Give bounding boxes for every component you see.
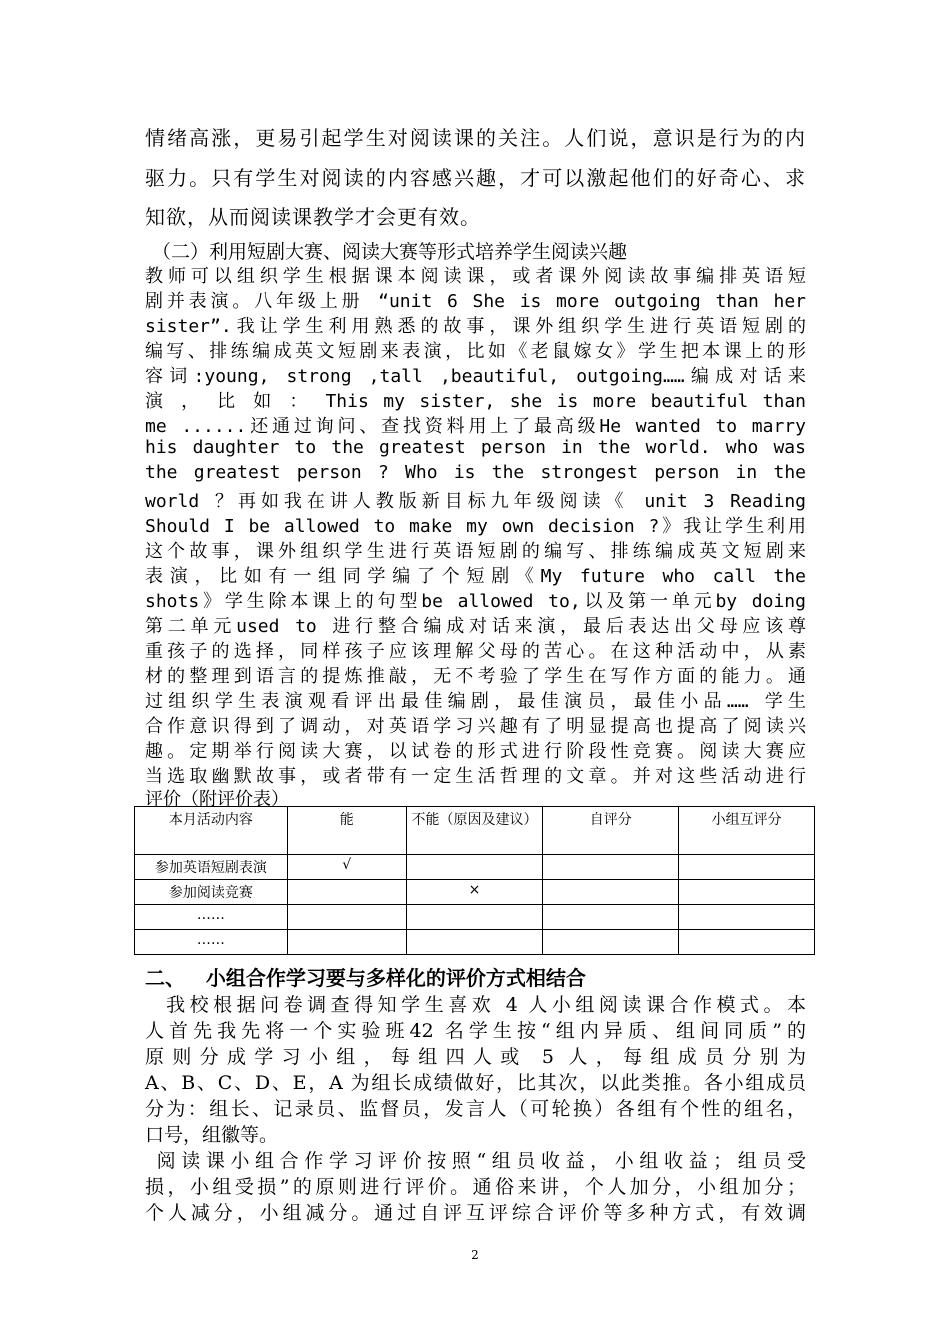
table-cell <box>287 930 406 955</box>
table-cell: 参加阅读竞赛 <box>135 880 288 905</box>
main-heading: 二、 小组合作学习要与多样化的评价方式相结合 <box>145 966 586 990</box>
column-header: 小组互评分 <box>679 807 815 855</box>
intro-line: 驱力。只有学生对阅读的内容感兴趣，才可以激起他们的好奇心、求 <box>145 166 806 190</box>
table-cell <box>679 880 815 905</box>
paragraph-line: 容词:young, strong ,tall ,beautiful, outgoing……编成对话来 <box>145 366 806 387</box>
paragraph-line: the greatest person ? Who is the strongest person in the <box>145 462 806 483</box>
table-cell <box>406 855 543 880</box>
evaluation-table <box>134 806 815 955</box>
table-row <box>135 880 815 905</box>
table-cell <box>679 855 815 880</box>
paragraph-line: me ......还通过询问、查找资料用上了最高级He wanted to marry <box>145 416 806 437</box>
paragraph-line: 分为：组长、记录员、监督员，发言人（可轮换）各组有个性的组名， <box>145 1098 806 1120</box>
paragraph-line: 演 ， 比 如 ： This my sister, she is more beautiful than <box>145 391 806 412</box>
paragraph-line: 个人减分，小组减分。通过自评互评综合评价等多种方式，有效调 <box>145 1202 806 1224</box>
paragraph-line: 阅读课小组合作学习评价按照“组员收益，小组收益；组员受 <box>145 1150 806 1172</box>
paragraph-line: Should I be allowed to make my own decision ?》我让学生利用 <box>145 516 806 537</box>
paragraph-line: 表演，比如有一组同学编了个短剧《My future who call the <box>145 566 806 587</box>
paragraph-line: 教师可以组织学生根据课本阅读课，或者课外阅读故事编排英语短 <box>145 266 806 287</box>
paragraph-line: A、B、C、D、E，A 为组长成绩做好，比其次，以此类推。各小组成员 <box>145 1072 806 1094</box>
column-header: 自评分 <box>543 807 679 855</box>
table-row <box>135 855 815 880</box>
page-number: 2 <box>471 1248 479 1262</box>
paragraph-line: 这个故事，课外组织学生进行英语短剧的编写、排练编成英文短剧来 <box>145 541 806 562</box>
table-cell <box>543 930 679 955</box>
paragraph-line: 损，小组受损”的原则进行评价。通俗来讲，个人加分，小组加分； <box>145 1176 806 1198</box>
table-row <box>135 930 815 955</box>
paragraph-line: his daughter to the greatest person in the world. who was <box>145 437 806 458</box>
table-cell: …… <box>135 905 288 930</box>
intro-line: 知欲，从而阅读课教学才会更有效。 <box>145 205 481 229</box>
paragraph-line: shots》学生除本课上的句型be allowed to,以及第一单元by doing <box>145 591 806 612</box>
table-cell <box>543 855 679 880</box>
paragraph-line: 合作意识得到了调动，对英语学习兴趣有了明显提高也提高了阅读兴 <box>145 716 806 737</box>
paragraph-line: 我校根据问卷调查得知学生喜欢 4 人小组阅读课合作模式。本 <box>145 994 806 1016</box>
intro-line: 情绪高涨，更易引起学生对阅读课的关注。人们说，意识是行为的内 <box>145 126 806 150</box>
paragraph-line: 第二单元used to 进行整合编成对话来演，最后表达出父母应该尊 <box>145 616 806 637</box>
paragraph-line: 重孩子的选择，同样孩子应该理解父母的苦心。在这种活动中，从素 <box>145 641 806 662</box>
table-cell <box>543 905 679 930</box>
paragraph-line: 材的整理到语言的提炼推敲，无不考验了学生在写作方面的能力。通 <box>145 666 806 687</box>
column-header: 不能（原因及建议） <box>406 807 543 855</box>
paragraph-line: 口号，组徽等。 <box>145 1124 279 1146</box>
table-header-row <box>135 807 815 855</box>
table-cell: 参加英语短剧表演 <box>135 855 288 880</box>
paragraph-line: sister”.我让学生利用熟悉的故事，课外组织学生进行英语短剧的 <box>145 316 806 337</box>
paragraph-line: 当选取幽默故事，或者带有一定生活哲理的文章。并对这些活动进行 <box>145 766 806 787</box>
paragraph-line: 评价（附评价表） <box>145 789 289 810</box>
paragraph-line: 剧并表演。八年级上册 “unit 6 She is more outgoing than her <box>145 291 806 312</box>
table-cell: × <box>406 880 543 905</box>
paragraph-line: 原则分成学习小组，每组四人或 5 人，每组成员分别为 <box>145 1046 806 1068</box>
table-cell: √ <box>287 855 406 880</box>
table-row <box>135 905 815 930</box>
section-heading: （二）利用短剧大赛、阅读大赛等形式培养学生阅读兴趣 <box>152 241 628 263</box>
paragraph-line: 人首先我先将一个实验班42 名学生按“组内异质、组间同质”的 <box>145 1020 806 1042</box>
paragraph-line: 趣。定期举行阅读大赛，以试卷的形式进行阶段性竞赛。阅读大赛应 <box>145 741 806 762</box>
table-cell <box>406 930 543 955</box>
column-header: 本月活动内容 <box>135 807 288 855</box>
table-cell <box>679 905 815 930</box>
table-cell <box>287 880 406 905</box>
paragraph-line: 编写、排练编成英文短剧来表演，比如《老鼠嫁女》学生把本课上的形 <box>145 341 806 362</box>
paragraph-line: 过组织学生表演观看评出最佳编剧，最佳演员，最佳小品…… 学生 <box>145 691 806 712</box>
paragraph-line: world ？再如我在讲人教版新目标九年级阅读《 unit 3 Reading <box>145 491 806 512</box>
table-cell <box>287 905 406 930</box>
table-cell: …… <box>135 930 288 955</box>
table-cell <box>679 930 815 955</box>
column-header: 能 <box>287 807 406 855</box>
table-cell <box>406 905 543 930</box>
table-cell <box>543 880 679 905</box>
